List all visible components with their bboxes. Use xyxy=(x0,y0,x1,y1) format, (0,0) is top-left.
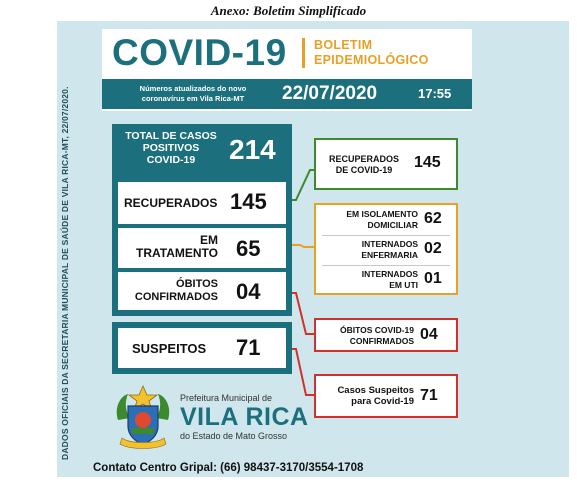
icu-value: 01 xyxy=(424,270,442,287)
deaths-detail-label xyxy=(318,325,414,347)
isolation-label xyxy=(318,209,418,231)
total-label-line3: COVID-19 xyxy=(146,154,196,166)
annex-title: Anexo: Boletim Simplificado xyxy=(210,3,367,18)
recovered-label: RECUPERADOS xyxy=(124,196,218,210)
total-cases-value: 214 xyxy=(229,134,276,165)
suspects-detail-value: 71 xyxy=(420,387,438,404)
municipal-coat-of-arms xyxy=(110,382,176,457)
deaths-label-line1: ÓBITOS xyxy=(176,278,218,290)
suspects-detail-line1: Casos Suspeitos xyxy=(337,385,414,396)
header-subtitle-line2: EPIDEMIOLÓGICO xyxy=(314,53,429,67)
treatment-detail-box xyxy=(314,203,458,295)
ward-line2: ENFERMARIA xyxy=(361,250,418,260)
prefeitura-label: Prefeitura Municipal de xyxy=(180,393,273,403)
recovered-detail-box xyxy=(314,138,458,190)
recovered-detail-label xyxy=(320,154,408,176)
recovered-detail-line2: DE COVID-19 xyxy=(335,165,393,175)
ward-value: 02 xyxy=(424,240,442,257)
header-title: COVID-19 xyxy=(112,32,287,73)
deaths-label xyxy=(118,278,218,304)
state-name: do Estado de Mato Grosso xyxy=(180,431,288,441)
isolation-value: 62 xyxy=(424,210,442,227)
treatment-box xyxy=(118,228,286,268)
suspects-panel xyxy=(112,322,292,374)
suspects-detail-box xyxy=(314,374,458,418)
ward-line1: INTERNADOS xyxy=(361,239,418,249)
bulletin-date: 22/07/2020 xyxy=(282,83,378,104)
deaths-value: 04 xyxy=(236,279,261,304)
recovered-box xyxy=(118,182,286,224)
treatment-label-line1: EM xyxy=(200,233,218,247)
city-name: VILA RICA xyxy=(180,403,309,431)
update-note: Números atualizados do novo coronavírus em Vila Rica-MT xyxy=(139,84,247,103)
deaths-box xyxy=(118,272,286,310)
suspects-detail-label xyxy=(318,385,414,407)
detail-separator xyxy=(322,235,450,236)
icu-line1: INTERNADOS xyxy=(361,269,418,279)
deaths-label-line2: CONFIRMADOS xyxy=(134,291,218,303)
bulletin-time: 17:55 xyxy=(418,86,452,101)
icu-label xyxy=(318,269,418,291)
ward-label xyxy=(318,239,418,261)
suspects-box xyxy=(118,328,286,368)
summary-panel xyxy=(112,124,292,316)
side-note: DADOS OFICIAIS DA SECRETARIA MUNICIPAL DE SAÚDE DE VILA RICA-MT, 22/07/2020. xyxy=(60,86,70,460)
isolation-line1: EM ISOLAMENTO xyxy=(346,209,418,219)
deaths-detail-line1: ÓBITOS COVID-19 xyxy=(340,325,414,335)
total-label-line1: TOTAL DE CASOS xyxy=(125,130,217,142)
total-cases-label xyxy=(116,130,226,166)
recovered-detail-line1: RECUPERADOS xyxy=(328,154,399,164)
detail-separator xyxy=(322,265,450,266)
deaths-detail-value: 04 xyxy=(420,326,438,343)
coat-of-arms-icon xyxy=(110,382,176,452)
treatment-label xyxy=(118,234,218,260)
total-label-line2: POSITIVOS xyxy=(142,142,200,154)
header-subtitle-line1: BOLETIM xyxy=(314,38,373,52)
icu-line2: EM UTI xyxy=(389,280,418,290)
contact-line: Contato Centro Gripal: (66) 98437-3170/3554-1708 xyxy=(93,462,364,474)
deaths-detail-line2: CONFIRMADOS xyxy=(349,336,414,346)
suspects-detail-line2: para Covid-19 xyxy=(351,396,414,407)
suspects-label: SUSPEITOS xyxy=(132,341,207,356)
treatment-value: 65 xyxy=(236,236,261,261)
recovered-detail-value: 145 xyxy=(414,154,441,171)
recovered-value: 145 xyxy=(230,189,267,214)
suspects-value: 71 xyxy=(236,335,261,360)
isolation-line2: DOMICILIAR xyxy=(367,220,418,230)
treatment-label-line2: TRATAMENTO xyxy=(136,246,218,260)
deaths-detail-box xyxy=(314,318,458,352)
